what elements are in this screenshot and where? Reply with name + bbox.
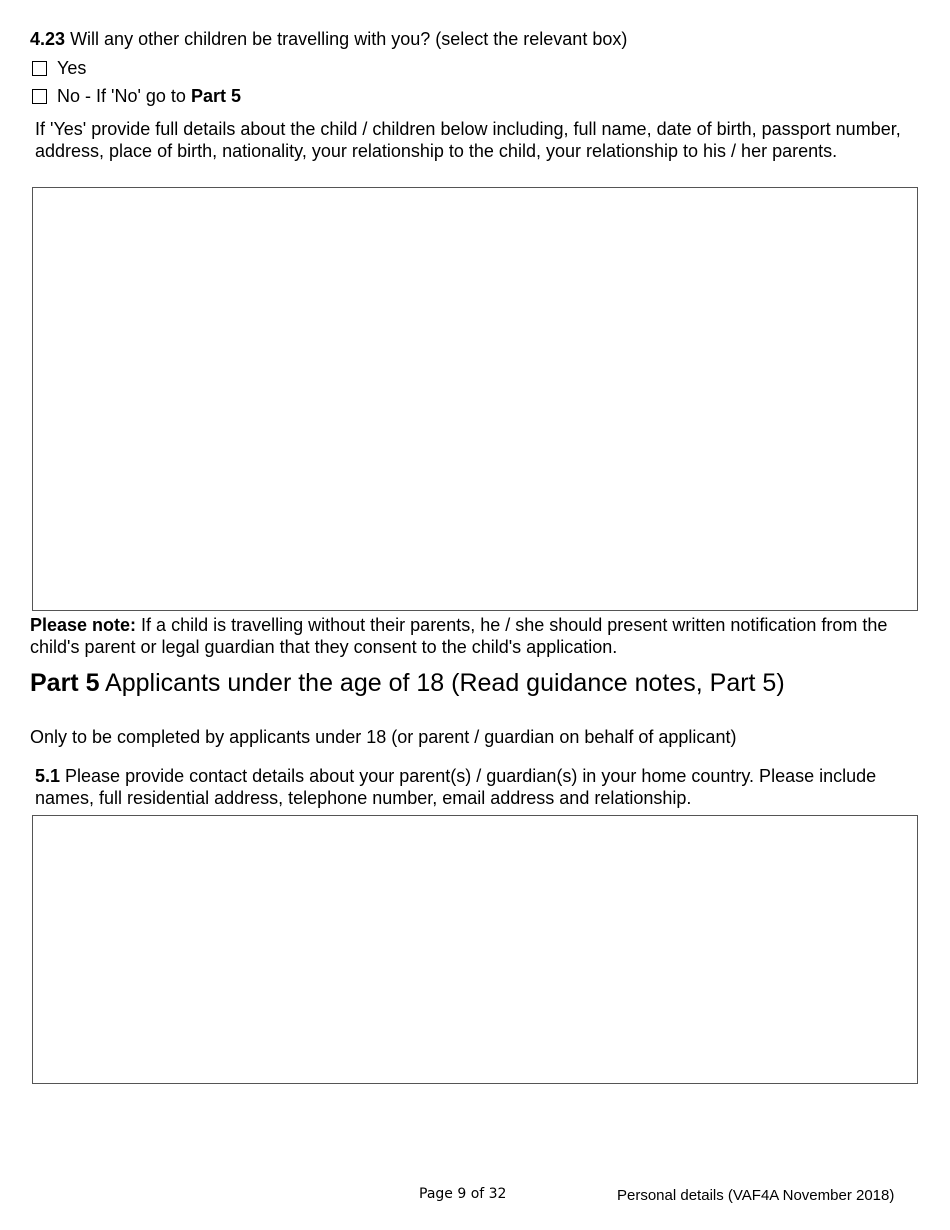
children-details-instruction: If 'Yes' provide full details about the child / children below including, full name, date of birth, passport number, address, place of birth, nationality, your relationship to the child, your relationship to his / her parents. <box>35 119 901 161</box>
question-number: 4.23 <box>30 29 66 49</box>
part-5-title: Applicants under the age of 18 (Read guidance notes, Part 5) <box>99 669 785 697</box>
parent-contact-details-textarea[interactable] <box>32 815 918 1084</box>
part-5-label: Part 5 <box>30 669 100 697</box>
no-label-text: No - If 'No' go to <box>57 86 191 106</box>
no-checkbox[interactable] <box>32 89 47 104</box>
no-label-part-link: Part 5 <box>190 86 241 106</box>
please-note-label: Please note: <box>30 615 137 635</box>
yes-label: Yes <box>57 58 87 78</box>
no-label <box>57 85 241 107</box>
please-note-text: If a child is travelling without their parents, he / she should present written notification from the child's parent or legal guardian that they consent to the child's application. <box>30 615 888 657</box>
document-reference: Personal details (VAF4A November 2018) <box>617 1187 895 1204</box>
question-5-1-text: Please provide contact details about your parent(s) / guardian(s) in your home country. Please include names, full residential address, telephone number, email address and relationship. <box>35 766 877 808</box>
please-note <box>30 614 920 658</box>
yes-checkbox[interactable] <box>32 61 47 76</box>
part-5-intro: Only to be completed by applicants under 18 (or parent / guardian on behalf of applicant) <box>30 727 737 747</box>
page-number: Page 9 of 32 <box>419 1186 507 1202</box>
children-details-textarea[interactable] <box>32 187 918 611</box>
question-5-1-number: 5.1 <box>35 766 61 786</box>
question-text: Will any other children be travelling with you? (select the relevant box) <box>70 29 628 49</box>
question-4-23-heading <box>30 28 627 50</box>
part-5-heading <box>30 668 785 698</box>
question-5-1 <box>35 765 915 809</box>
